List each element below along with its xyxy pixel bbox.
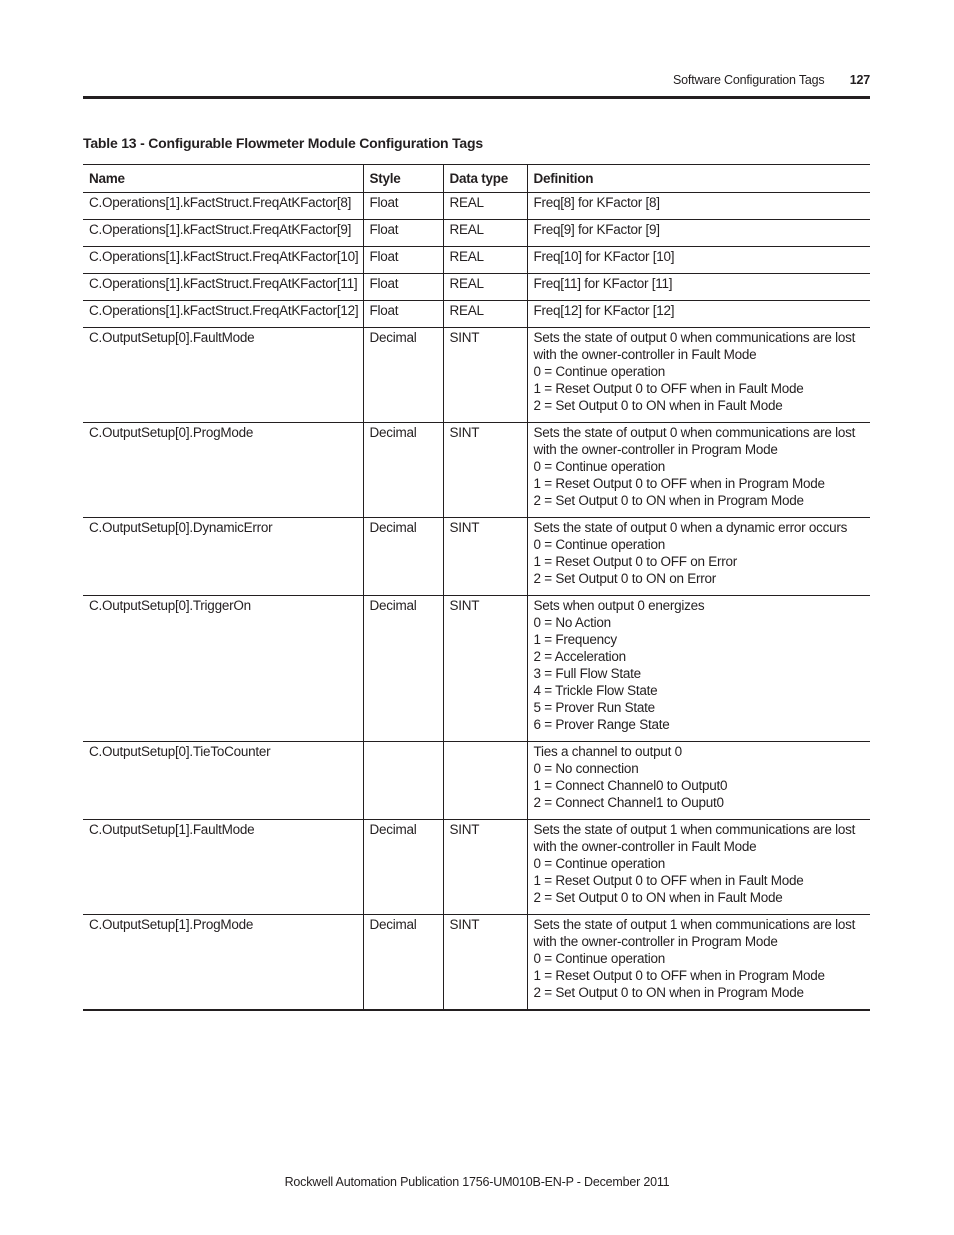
style-cell: Float	[363, 247, 443, 274]
definition-line: Sets the state of output 0 when communications are lost	[533, 425, 856, 440]
table-row	[83, 915, 870, 1011]
definition-line: 0 = No Action	[533, 615, 611, 630]
definition-line: 1 = Reset Output 0 to OFF when in Program Mode	[533, 968, 825, 983]
config-tags-table	[83, 164, 870, 1011]
tag-name-cell: C.OutputSetup[0].FaultMode	[83, 328, 363, 423]
definition-cell	[527, 301, 870, 328]
definition-cell	[527, 220, 870, 247]
style-cell: Decimal	[363, 820, 443, 915]
definition-cell	[527, 820, 870, 915]
definition-line: 0 = No connection	[533, 761, 639, 776]
style-cell	[363, 742, 443, 820]
style-cell: Float	[363, 220, 443, 247]
tag-name-cell: C.OutputSetup[0].ProgMode	[83, 423, 363, 518]
tag-name-cell: C.Operations[1].kFactStruct.FreqAtKFactor[12]	[83, 301, 363, 328]
tag-name-cell: C.OutputSetup[1].ProgMode	[83, 915, 363, 1011]
definition-line: with the owner-controller in Program Mode	[533, 442, 778, 457]
table-row	[83, 301, 870, 328]
header-rule	[83, 96, 870, 99]
definition-line: Sets the state of output 1 when communications are lost	[533, 917, 856, 932]
tag-name-cell: C.Operations[1].kFactStruct.FreqAtKFactor[8]	[83, 193, 363, 220]
definition-line: Freq[10] for KFactor [10]	[533, 249, 675, 264]
definition-line: with the owner-controller in Fault Mode	[533, 347, 757, 362]
style-cell: Float	[363, 274, 443, 301]
definition-cell	[527, 423, 870, 518]
data-type-cell: SINT	[443, 820, 527, 915]
style-cell: Decimal	[363, 915, 443, 1011]
data-type-cell: REAL	[443, 220, 527, 247]
table-row	[83, 742, 870, 820]
column-header-style: Style	[363, 165, 443, 193]
table-row	[83, 518, 870, 596]
definition-line: Sets the state of output 0 when communications are lost	[533, 330, 856, 345]
definition-line: 1 = Reset Output 0 to OFF when in Fault Mode	[533, 873, 804, 888]
definition-cell	[527, 274, 870, 301]
style-cell: Float	[363, 193, 443, 220]
table-row	[83, 220, 870, 247]
definition-line: 2 = Set Output 0 to ON on Error	[533, 571, 716, 586]
tag-name-cell: C.OutputSetup[1].FaultMode	[83, 820, 363, 915]
definition-line: 2 = Set Output 0 to ON when in Fault Mode	[533, 890, 783, 905]
table-header-row	[83, 165, 870, 193]
tag-name-cell: C.OutputSetup[0].TriggerOn	[83, 596, 363, 742]
definition-line: Sets when output 0 energizes	[533, 598, 705, 613]
style-cell: Decimal	[363, 328, 443, 423]
data-type-cell: SINT	[443, 328, 527, 423]
style-cell: Decimal	[363, 518, 443, 596]
table-row	[83, 193, 870, 220]
definition-line: 0 = Continue operation	[533, 364, 665, 379]
definition-line: 1 = Reset Output 0 to OFF on Error	[533, 554, 737, 569]
definition-line: Freq[12] for KFactor [12]	[533, 303, 675, 318]
definition-cell	[527, 247, 870, 274]
data-type-cell: REAL	[443, 247, 527, 274]
definition-line: 1 = Reset Output 0 to OFF when in Fault Mode	[533, 381, 804, 396]
definition-cell	[527, 596, 870, 742]
table-row	[83, 328, 870, 423]
table-row	[83, 274, 870, 301]
table-row	[83, 247, 870, 274]
definition-cell	[527, 915, 870, 1011]
data-type-cell: REAL	[443, 274, 527, 301]
definition-cell	[527, 193, 870, 220]
definition-line: 4 = Trickle Flow State	[533, 683, 658, 698]
definition-line: 2 = Connect Channel1 to Ouput0	[533, 795, 724, 810]
definition-cell	[527, 742, 870, 820]
definition-line: 2 = Acceleration	[533, 649, 626, 664]
definition-line: with the owner-controller in Fault Mode	[533, 839, 757, 854]
definition-cell	[527, 518, 870, 596]
definition-line: Sets the state of output 0 when a dynamic error occurs	[533, 520, 848, 535]
data-type-cell	[443, 742, 527, 820]
data-type-cell: REAL	[443, 193, 527, 220]
data-type-cell: SINT	[443, 423, 527, 518]
definition-line: with the owner-controller in Program Mode	[533, 934, 778, 949]
tag-name-cell: C.OutputSetup[0].TieToCounter	[83, 742, 363, 820]
tag-name-cell: C.Operations[1].kFactStruct.FreqAtKFactor[10]	[83, 247, 363, 274]
definition-line: Freq[11] for KFactor [11]	[533, 276, 673, 291]
table-row	[83, 820, 870, 915]
data-type-cell: REAL	[443, 301, 527, 328]
table-title: Table 13 - Configurable Flowmeter Module Configuration Tags	[83, 135, 483, 151]
definition-cell	[527, 328, 870, 423]
style-cell: Float	[363, 301, 443, 328]
data-type-cell: SINT	[443, 596, 527, 742]
definition-line: 5 = Prover Run State	[533, 700, 655, 715]
definition-line: 1 = Frequency	[533, 632, 617, 647]
data-type-cell: SINT	[443, 518, 527, 596]
definition-line: 6 = Prover Range State	[533, 717, 670, 732]
definition-line: 2 = Set Output 0 to ON when in Fault Mode	[533, 398, 783, 413]
definition-line: 0 = Continue operation	[533, 459, 665, 474]
data-type-cell: SINT	[443, 915, 527, 1011]
publication-footer: Rockwell Automation Publication 1756-UM010B-EN-P - December 2011	[284, 1175, 670, 1189]
definition-line: 0 = Continue operation	[533, 951, 665, 966]
style-cell: Decimal	[363, 596, 443, 742]
column-header-name: Name	[83, 165, 363, 193]
definition-line: 2 = Set Output 0 to ON when in Program Mode	[533, 493, 804, 508]
definition-line: Freq[9] for KFactor [9]	[533, 222, 660, 237]
definition-line: 1 = Reset Output 0 to OFF when in Program Mode	[533, 476, 825, 491]
column-header-data-type: Data type	[443, 165, 527, 193]
table-row	[83, 596, 870, 742]
definition-line: 0 = Continue operation	[533, 537, 665, 552]
definition-line: Freq[8] for KFactor [8]	[533, 195, 660, 210]
table-body	[83, 193, 870, 1011]
definition-line: Sets the state of output 1 when communications are lost	[533, 822, 856, 837]
column-header-definition: Definition	[527, 165, 870, 193]
definition-line: 1 = Connect Channel0 to Output0	[533, 778, 728, 793]
tag-name-cell: C.Operations[1].kFactStruct.FreqAtKFactor[9]	[83, 220, 363, 247]
definition-line: 2 = Set Output 0 to ON when in Program Mode	[533, 985, 804, 1000]
definition-line: 0 = Continue operation	[533, 856, 665, 871]
style-cell: Decimal	[363, 423, 443, 518]
definition-line: 3 = Full Flow State	[533, 666, 641, 681]
page-number: 127	[849, 73, 870, 87]
tag-name-cell: C.Operations[1].kFactStruct.FreqAtKFactor[11]	[83, 274, 363, 301]
header-section-title: Software Configuration Tags	[673, 73, 825, 87]
tag-name-cell: C.OutputSetup[0].DynamicError	[83, 518, 363, 596]
table-row	[83, 423, 870, 518]
running-header	[673, 73, 870, 87]
definition-line: Ties a channel to output 0	[533, 744, 682, 759]
